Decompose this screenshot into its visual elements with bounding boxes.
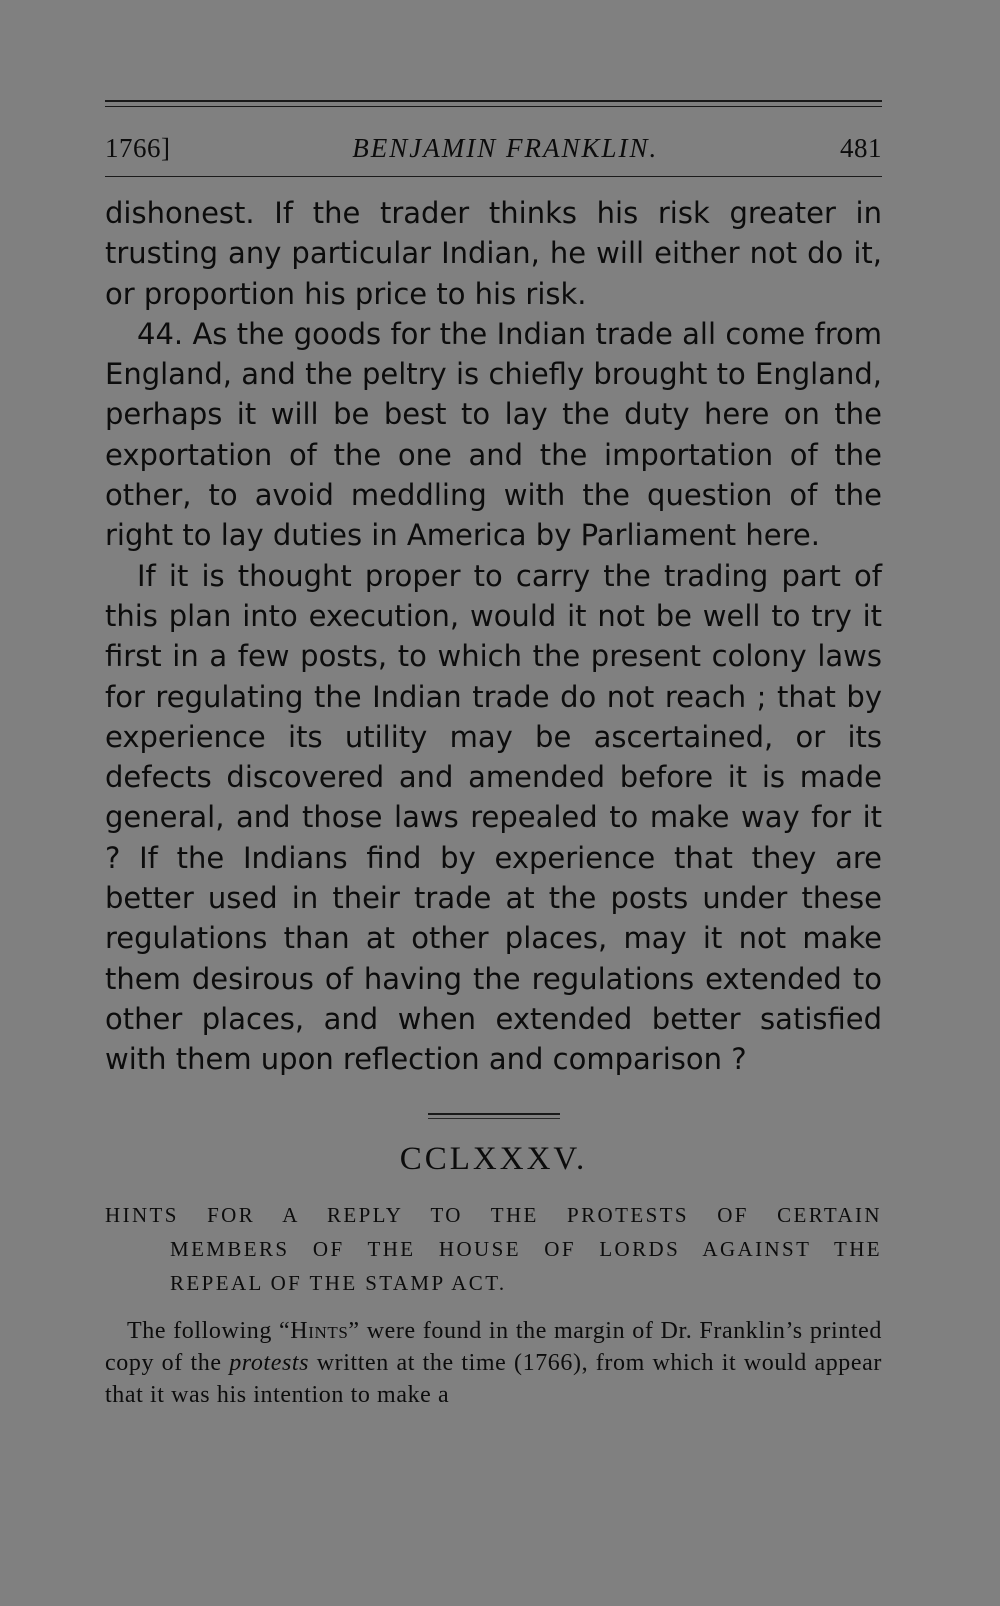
main-text — [105, 193, 882, 1080]
section-heading-line-1: HINTS FOR A REPLY TO THE PROTESTS OF CERTAIN — [105, 1202, 882, 1227]
book-page — [105, 100, 882, 1411]
running-header — [105, 133, 882, 164]
section-heading-line-3: REPEAL OF THE STAMP ACT. — [170, 1270, 507, 1295]
paragraph-continued: dishonest. If the trader thinks his risk greater in trusting any particular Indian, he will either not do it, or proportion his price to his risk. — [105, 196, 882, 311]
header-top-rule-inner — [105, 106, 882, 107]
hints-word: Hints — [290, 1317, 349, 1344]
page-number: 481 — [839, 133, 882, 163]
section-heading — [105, 1198, 882, 1300]
header-title: BENJAMIN FRANKLIN. — [352, 133, 659, 163]
editorial-note: The following “Hints” were found in the margin of Dr. Franklin’s printed copy of the protests written at the time (1766), from which it would appear that it was his intention to make a — [105, 1317, 882, 1408]
protests-word: protests — [229, 1349, 310, 1376]
header-top-rule — [105, 100, 882, 102]
section-number: CCLXXXV. — [399, 1140, 588, 1177]
header-year: 1766] — [105, 133, 171, 163]
paragraph-44: 44. As the goods for the Indian trade all come from England, and the peltry is chiefly brought to England, perhaps it will be best to lay the duty here on the exportation of the one and the importation of the other, to avoid meddling with the question of the right to lay duties in America by Parliament here. — [105, 316, 882, 553]
paragraph-closing: If it is thought proper to carry the trading part of this plan into execution, would it not be well to try it first in a few posts, to which the present colony laws for regulating the Indian trade do not reach ; that by experience its utility may be ascertained, or its defects discovered and amended before it is made general, and those laws repealed to make way for it ? If the Indians find by experience that they are better used in their trade at the posts under these regulations than at other places, may it not make them desirous of having the regulations extended to other places, and when extended better satisfied with them upon reflection and comparison ? — [105, 558, 882, 1077]
section-heading-line-2: MEMBERS OF THE HOUSE OF LORDS AGAINST THE — [170, 1236, 882, 1261]
header-bottom-rule — [105, 176, 882, 177]
section-divider — [428, 1113, 560, 1119]
